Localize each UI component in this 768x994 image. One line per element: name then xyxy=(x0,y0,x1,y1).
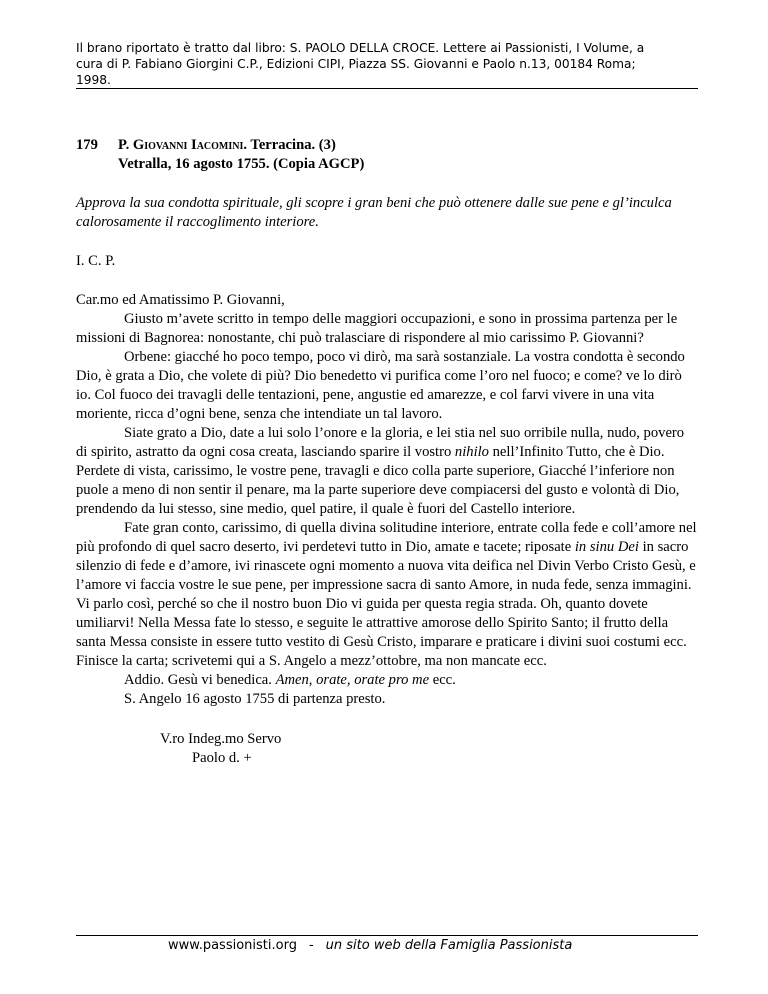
page-footer xyxy=(168,937,572,955)
footer-separator: - xyxy=(308,938,314,953)
letter-body xyxy=(76,136,698,768)
footer-divider xyxy=(76,935,698,936)
closing-text: ecc. xyxy=(429,672,456,688)
paragraph-text: nell’Infinito Tutto, che è Dio. Perdete di vista, carissimo, le vostre pene, travagli e dico colla parte superiore, Giacché l’inferiore non puole a meno di non sentir il penare, ma la parte superiore deve compiacersi del gusto e volontà di Dio, prendendo da lui stesso, sine medio, quel patire, il quale è fuori del Castello interiore. xyxy=(76,444,680,517)
recipient-name: Giovanni Iacomini xyxy=(132,137,244,153)
dateline: S. Angelo 16 agosto 1755 di partenza presto. xyxy=(124,691,386,707)
paragraph: Orbene: giacché ho poco tempo, poco vi dirò, ma sarà sostanziale. La vostra condotta è secondo Dio, è grata a Dio, che volete di più? Dio benedetto vi purifica come l’oro nel fuoco; e come? ve lo dirò io. Col fuoco dei travagli delle tentazioni, pene, angustie ed amarezze, e col farvi vivere in una vita moriente, ricca d’ogni bene, senza che intendiate un tal lavoro. xyxy=(76,349,685,422)
latin-closing: Amen, orate, orate pro me xyxy=(275,672,430,688)
signature-name: Paolo d. + xyxy=(192,750,252,766)
source-header xyxy=(76,40,698,88)
paragraph xyxy=(76,519,698,671)
letter-recipient xyxy=(118,136,364,155)
closing-text: Addio. Gesù vi benedica. xyxy=(124,672,276,688)
letter-summary: Approva la sua condotta spirituale, gli scopre i gran beni che può ottenere dalle sue pene e gl’inculca calorosamente il raccoglimento interiore. xyxy=(76,195,672,230)
paragraph-text: Fate gran conto, carissimo, di quella divina solitudine interiore, entrate colla fede e coll’amore nel più profondo di quel sacro deserto, ivi perdetevi tutto in Dio, amate e tacete; riposate xyxy=(76,520,697,555)
closing-line xyxy=(76,671,698,690)
recipient-suffix: . Terracina. (3) xyxy=(243,137,336,153)
letter-salutation: Car.mo ed Amatissimo P. Giovanni, xyxy=(76,292,285,308)
letter-heading xyxy=(76,136,698,174)
footer-website-link[interactable]: www.passionisti.org xyxy=(168,938,297,953)
recipient-prefix: P. xyxy=(118,137,133,153)
header-divider xyxy=(76,88,698,89)
letter-place-date: Vetralla, 16 agosto 1755. (Copia AGCP) xyxy=(118,156,365,172)
letter-invocation: I. C. P. xyxy=(76,253,116,269)
latin-term: nihilo xyxy=(454,444,489,460)
letter-number: 179 xyxy=(76,137,98,153)
header-line: Il brano riportato è tratto dal libro: S. PAOLO DELLA CROCE. Lettere ai Passionisti, I Volume, a xyxy=(76,41,645,55)
paragraph-text: in sacro silenzio di fede e d’amore, ivi rinascete ogni momento a nuova vita deifica nel Divin Verbo Cristo Gesù, e l’amore vi faccia vostre le sue pene, per impressione sacra di santo Amore, in nuda fede, senza immagini. Vi parlo così, perché so che il nostro buon Dio vi guida per questa regia strada. Oh, quanto dovete umiliarvi! Nella Messa fate lo stesso, e seguite le attrattive amorose dello Spirito Santo; il frutto della santa Messa consiste in essere tutto vestito di Gesù Cristo, imparare e praticare i divini suoi costumi ecc. Finisce la carta; scrivetemi qui a S. Angelo a mezz’ottobre, ma non mancate ecc. xyxy=(76,539,696,669)
header-line: cura di P. Fabiano Giorgini C.P., Edizioni CIPI, Piazza SS. Giovanni e Paolo n.13, 00184 Roma; xyxy=(76,57,636,71)
signature-block xyxy=(76,730,698,768)
footer-tagline: un sito web della Famiglia Passionista xyxy=(325,938,573,953)
paragraph xyxy=(76,424,698,519)
signature-title: V.ro Indeg.mo Servo xyxy=(160,731,282,747)
header-line: 1998. xyxy=(76,73,111,87)
latin-term: in sinu Dei xyxy=(574,539,639,555)
paragraph-text: Siate grato a Dio, date a lui solo l’onore e la gloria, e lei stia nel suo orribile nulla, nudo, povero di spirito, astratto da ogni cosa creata, lasciando sparire il vostro xyxy=(76,425,685,460)
paragraph: Giusto m’avete scritto in tempo delle maggiori occupazioni, e sono in prossima partenza per le missioni di Bagnorea: nonostante, chi può tralasciare di rispondere al mio carissimo P. Giovanni? xyxy=(76,311,678,346)
